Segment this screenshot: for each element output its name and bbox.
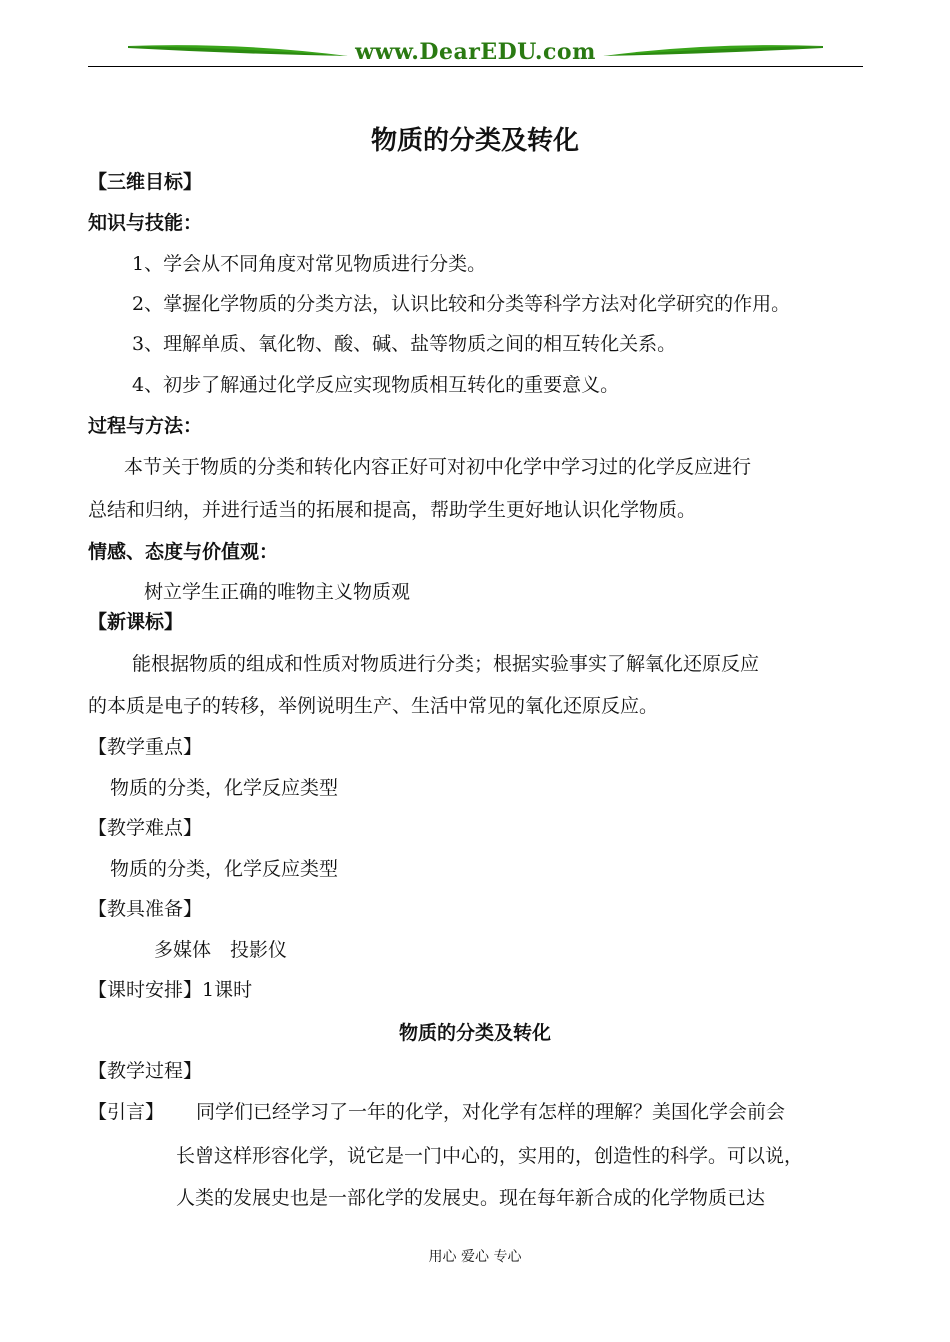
emotion-text: 树立学生正确的唯物主义物质观 [144, 581, 411, 603]
heading-procedure: 【教学过程】 [88, 1060, 203, 1082]
tools-text: 多媒体 投影仪 [154, 939, 288, 961]
heading-goals: 【三维目标】 [88, 171, 203, 193]
heading-emotion: 情感、态度与价值观： [88, 541, 279, 563]
heading-difficulty: 【教学难点】 [88, 817, 203, 839]
heading-tools: 【教具准备】 [88, 898, 203, 920]
standard-text-line-1: 能根据物质的组成和性质对物质进行分类；根据实验事实了解氧化还原反应 [132, 653, 760, 675]
heading-focus: 【教学重点】 [88, 736, 203, 758]
intro-text-line-1: 同学们已经学习了一年的化学，对化学有怎样的理解？美国化学会前会 [196, 1101, 786, 1123]
intro-text-line-2: 长曾这样形容化学，说它是一门中心的，实用的，创造性的科学。可以说， [176, 1145, 804, 1167]
difficulty-text: 物质的分类，化学反应类型 [110, 858, 339, 880]
page-title: 物质的分类及转化 [370, 126, 579, 156]
intro-label: 【引言】 [88, 1101, 165, 1123]
knowledge-item-1: 1、学会从不同角度对常见物质进行分类。 [132, 253, 487, 275]
focus-text: 物质的分类，化学反应类型 [110, 777, 339, 799]
process-text-line-1: 本节关于物质的分类和转化内容正好可对初中化学中学习过的化学反应进行 [124, 456, 752, 478]
heading-schedule: 【课时安排】1课时 [88, 979, 253, 1001]
process-text-line-2: 总结和归纳，并进行适当的拓展和提高，帮助学生更好地认识化学物质。 [88, 499, 697, 521]
knowledge-item-4: 4、初步了解通过化学反应实现物质相互转化的重要意义。 [132, 374, 620, 396]
knowledge-item-2: 2、掌握化学物质的分类方法，认识比较和分类等科学方法对化学研究的作用。 [132, 293, 791, 315]
heading-standard: 【新课标】 [88, 611, 184, 633]
section-subtitle: 物质的分类及转化 [398, 1022, 551, 1044]
heading-knowledge: 知识与技能： [88, 212, 203, 234]
site-logo-text[interactable]: www.DearEDU.com [355, 39, 596, 65]
knowledge-item-3: 3、理解单质、氧化物、酸、碱、盐等物质之间的相互转化关系。 [132, 333, 677, 355]
site-header-banner [88, 38, 863, 68]
standard-text-line-2: 的本质是电子的转移，举例说明生产、生活中常见的氧化还原反应。 [88, 695, 659, 717]
heading-process: 过程与方法： [88, 415, 203, 437]
page-footer: 用心 爱心 专心 [428, 1249, 522, 1265]
header-divider [88, 66, 863, 67]
intro-text-line-3: 人类的发展史也是一部化学的发展史。现在每年新合成的化学物质已达 [176, 1187, 766, 1209]
